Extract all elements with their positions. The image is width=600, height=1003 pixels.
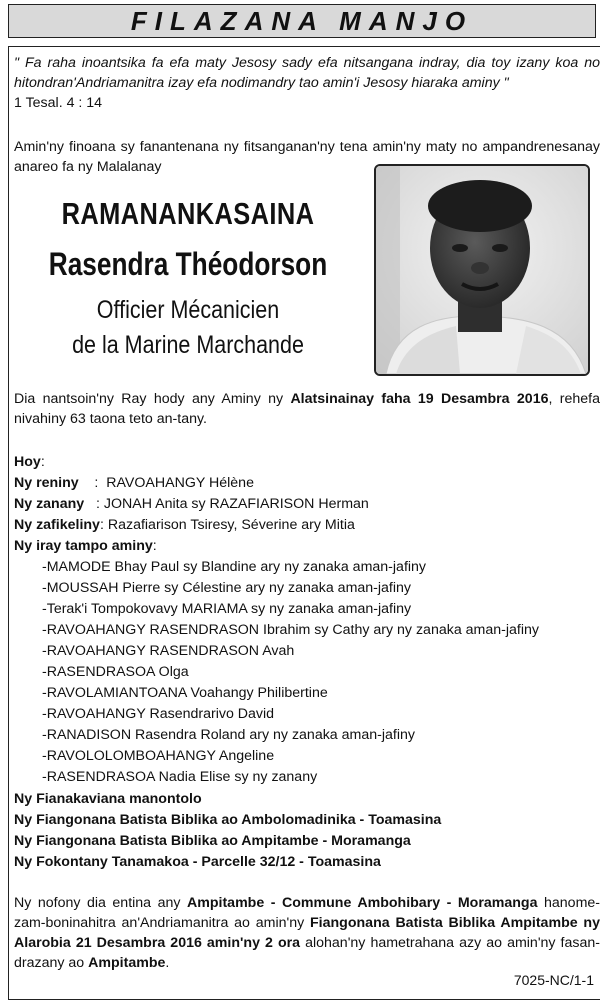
sibling-item: -Terak'i Tompokovavy MARIAMA sy ny zanaka aman-jafiny xyxy=(42,601,412,617)
deceased-role-line2: de la Marine Marchande xyxy=(72,331,304,359)
death-date: Alatsinainay faha 19 Desambra 2016 xyxy=(290,391,549,407)
death-notice-pre: Dia nantsoin'ny Ray hody any Aminy ny xyxy=(14,391,291,407)
death-notice-post: , rehefa xyxy=(548,391,600,407)
sibling-item: -RAVOLAMIANTOANA Voahangy Philibertine xyxy=(42,685,328,701)
deceased-surname: RAMANANKASAINA xyxy=(61,196,315,231)
iray-tampo-colon: : xyxy=(152,538,157,554)
reniny-label: Ny reniny xyxy=(14,475,79,491)
notice-header xyxy=(8,4,596,38)
burial-text: . xyxy=(165,955,170,971)
burial-text: Ny nofony dia entina any xyxy=(14,895,187,911)
sibling-item: -RASENDRASOA Olga xyxy=(42,664,189,680)
reference-code: 7025-NC/1-1 xyxy=(513,972,594,988)
burial-tomb-place: Ampitambe xyxy=(88,955,166,971)
zanany-line xyxy=(14,494,369,514)
zafikeliny-label: Ny zafikeliny xyxy=(14,517,100,533)
notice-header-title: FILAZANA MANJO xyxy=(130,6,474,36)
portrait-photo-icon xyxy=(376,166,588,374)
burial-date: Alarobia 21 Desambra 2016 amin'ny 2 ora xyxy=(14,935,301,951)
intro-line1: Amin'ny finoana sy fanantenana ny fitsanganan'ny tena amin'ny maty no ampandrenesanay xyxy=(14,139,600,155)
sibling-item: -RANADISON Rasendra Roland ary ny zanaka aman-jafiny xyxy=(42,727,415,743)
portrait-photo xyxy=(374,164,590,376)
iray-tampo-line xyxy=(14,536,157,556)
hoy-label: Hoy xyxy=(14,454,41,470)
zanany-label: Ny zanany xyxy=(14,496,85,512)
group-item: Ny Fianakaviana manontolo xyxy=(14,791,202,807)
hoy-colon: : xyxy=(40,454,45,470)
sibling-item: -RASENDRASOA Nadia Elise sy ny zanany xyxy=(42,769,318,785)
group-item: Ny Fokontany Tanamakoa - Parcelle 32/12 - Toamasina xyxy=(14,854,381,870)
iray-tampo-label: Ny iray tampo aminy xyxy=(14,538,153,554)
bible-quote-reference: 1 Tesal. 4 : 14 xyxy=(14,95,103,111)
zafikeliny-line xyxy=(14,515,355,535)
burial-text: hanome- xyxy=(537,895,600,911)
group-item: Ny Fiangonana Batista Biblika ao Ambolomadinika - Toamasina xyxy=(14,812,442,828)
sibling-item: -MOUSSAH Pierre sy Célestine ary ny zanaka aman-jafiny xyxy=(42,580,412,596)
sibling-item: -RAVOAHANGY RASENDRASON Avah xyxy=(42,643,295,659)
bible-quote-line2: hitondran'Andriamanitra izay efa nodimandry tao amin'i Jesosy hiaraka aminy " xyxy=(14,75,509,91)
deceased-given-names: Rasendra Théodorson xyxy=(48,246,328,282)
group-item: Ny Fiangonana Batista Biblika ao Ampitambe - Moramanga xyxy=(14,833,411,849)
zanany-value: : JONAH Anita sy RAZAFIARISON Herman xyxy=(84,496,369,512)
burial-church: Fiangonana Batista Biblika Ampitambe ny xyxy=(310,915,600,931)
burial-text: alohan'ny hametrahana azy ao amin'ny fasan- xyxy=(300,935,600,951)
burial-line4 xyxy=(14,953,169,973)
death-notice-line2: nivahiny 63 taona teto an-tany. xyxy=(14,411,207,427)
zafikeliny-value: : Razafiarison Tsiresy, Séverine ary Mitia xyxy=(99,517,355,533)
burial-text: zam-boninahitra an'Andriamanitra ao amin'ny xyxy=(14,915,311,931)
sibling-item: -RAVOLOLOMBOAHANGY Angeline xyxy=(42,748,275,764)
burial-text: drazany ao xyxy=(14,955,89,971)
reniny-line xyxy=(14,473,254,493)
sibling-item: -RAVOAHANGY Rasendrarivo David xyxy=(42,706,275,722)
burial-place: Ampitambe - Commune Ambohibary - Moramanga xyxy=(186,895,538,911)
intro-line2: anareo fa ny Malalanay xyxy=(14,159,162,175)
deceased-role-line1: Officier Mécanicien xyxy=(96,296,280,324)
bible-quote-line1: " Fa raha inoantsika fa efa maty Jesosy sady efa nitsangana indray, dia toy izany koa no xyxy=(14,55,600,71)
hoy-line xyxy=(14,452,45,472)
reniny-value: : RAVOAHANGY Hélène xyxy=(78,475,254,491)
sibling-item: -MAMODE Bhay Paul sy Blandine ary ny zanaka aman-jafiny xyxy=(42,559,427,575)
sibling-item: -RAVOAHANGY RASENDRASON Ibrahim sy Cathy ary ny zanaka aman-jafiny xyxy=(42,622,539,638)
